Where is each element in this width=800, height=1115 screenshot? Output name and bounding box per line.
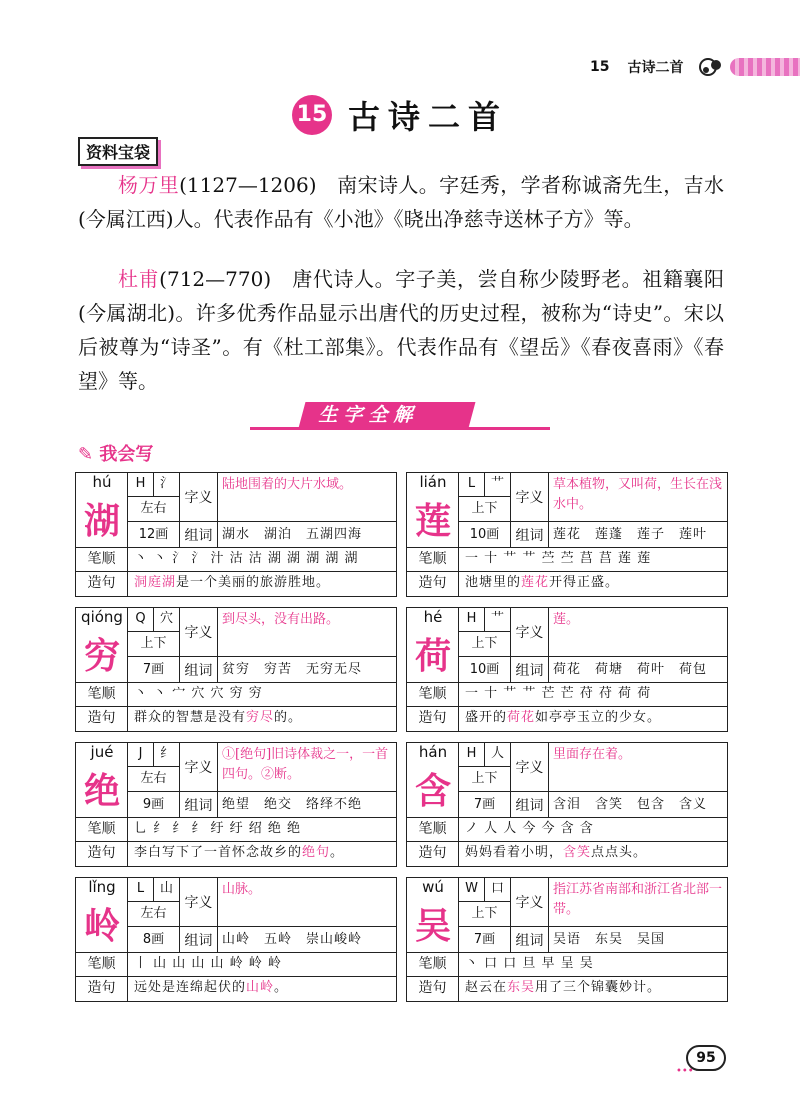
char-card [75,607,397,732]
meaning-label: 字义 [511,878,549,926]
character: 荷 [414,635,451,677]
sentence-post: 点点头。 [591,845,648,860]
bio-paragraph [78,168,724,236]
meaning-text: 莲。 [553,612,580,627]
sentence-label: 造句 [407,842,459,866]
stroke-order: 一 十 艹 艹 芒 芒 苻 苻 荷 荷 [465,686,652,701]
example-sentence [459,707,727,731]
meaning-label: 字义 [180,473,218,521]
char-cell [76,608,128,682]
meaning-text: 山脉。 [222,882,262,897]
sentence-pre: 池塘里的 [465,575,522,590]
character: 湖 [83,500,120,542]
sentence-highlight: 穷尽 [246,710,275,725]
section-title: 生字全解 [299,402,476,428]
structure: 左右 [128,902,179,927]
bio-text: (712—770) 唐代诗人。字子美，尝自称少陵野老。祖籍襄阳(今属湖北)。许多优秀作品显示出唐代的历史过程，被称为“诗史”。宋以后被尊为“诗圣”。有《杜工部集》。代表作品有《望岳》《春夜喜雨》《春望》等。 [78,267,725,393]
meaning-text: 草本植物，又叫荷，生长在浅水中。 [553,477,723,512]
initial: L [128,878,154,901]
stroke-order: 丶 口 口 旦 早 呈 吴 [465,956,594,971]
poet-name: 杨万里 [118,173,180,197]
char-card [75,742,397,867]
order-label: 笔顺 [76,818,128,841]
initial: J [128,743,154,766]
example-sentence [459,977,727,1001]
stroke-count: 7画 [142,662,165,677]
stroke-order: 丶 丶 宀 穴 穴 穷 穷 [134,686,263,701]
words-label: 组词 [180,657,218,682]
order-label: 笔顺 [76,953,128,976]
header-stripe [730,58,800,76]
sentence-label: 造句 [407,707,459,731]
bio-paragraph [78,262,724,398]
words-label: 组词 [511,927,549,952]
order-label: 笔顺 [407,818,459,841]
meaning-label: 字义 [511,608,549,656]
words-text: 莲花 莲蓬 莲子 莲叶 [553,527,708,542]
initial: H [128,473,154,496]
sentence-label: 造句 [76,572,128,596]
char-cell [407,608,459,682]
char-info [459,473,511,547]
sentence-highlight: 荷花 [507,710,536,725]
char-cell [407,473,459,547]
sentence-pre: 妈妈看着小明， [465,845,564,860]
pinyin: lǐng [88,878,116,896]
structure: 上下 [459,632,510,657]
char-card [406,472,728,597]
example-sentence [128,707,396,731]
sentence-post: 用了三个锦囊妙计。 [535,980,662,995]
page-number: 95 [686,1045,726,1071]
order-label: 笔顺 [407,953,459,976]
sentence-highlight: 绝句 [302,845,331,860]
structure: 上下 [459,767,510,792]
char-info [459,608,511,682]
stroke-order: ノ 人 人 今 今 含 含 [465,821,594,836]
example-sentence [459,572,727,596]
words-label: 组词 [511,522,549,547]
radical: 纟 [159,746,173,761]
initial: L [459,473,485,496]
meaning-label: 字义 [180,743,218,791]
radical: 人 [490,746,504,761]
example-sentence [128,977,396,1001]
char-cell [407,878,459,952]
lesson-title-text: 古诗二首 [347,98,508,136]
sentence-post: 是一个美丽的旅游胜地。 [176,575,331,590]
header-lesson-num: 15 [590,59,610,75]
stroke-order: 乚 纟 纟 纟 纡 纡 绍 绝 绝 [134,821,302,836]
words-text: 山岭 五岭 崇山峻岭 [222,932,363,947]
meaning-text: ①[绝句]旧诗体裁之一，一首四句。②断。 [222,747,389,782]
character: 穷 [83,635,120,677]
meaning-label: 字义 [511,473,549,521]
order-label: 笔顺 [407,683,459,706]
sentence-label: 造句 [76,977,128,1001]
sentence-highlight: 含笑 [563,845,592,860]
example-sentence [459,842,727,866]
char-card [75,877,397,1002]
words-label: 组词 [511,792,549,817]
char-info [128,608,180,682]
words-label: 组词 [180,792,218,817]
radical: 口 [490,881,504,896]
radical: 艹 [490,476,504,491]
sentence-post: 。 [330,845,345,860]
character: 莲 [414,500,451,542]
char-cell [76,473,128,547]
sentence-pre: 赵云在 [465,980,508,995]
pinyin: hú [92,473,112,491]
order-label: 笔顺 [76,548,128,571]
char-cell [407,743,459,817]
char-info [128,473,180,547]
sentence-post: 开得正盛。 [549,575,620,590]
words-text: 荷花 荷塘 荷叶 荷包 [553,662,708,677]
meaning-label: 字义 [180,878,218,926]
sentence-pre: 盛开的 [465,710,508,725]
pinyin: hán [418,743,448,761]
char-info [459,743,511,817]
char-cell [76,878,128,952]
poet-name: 杜甫 [118,267,160,291]
char-card [406,877,728,1002]
pencil-icon: ✎ [78,444,94,465]
meaning-text: 里面存在着。 [553,747,632,762]
char-cell [76,743,128,817]
character: 岭 [83,905,120,947]
info-badge: 资料宝袋 [78,137,158,166]
example-sentence [128,842,396,866]
stroke-count: 10画 [469,662,500,677]
words-text: 吴语 东吴 吴国 [553,932,666,947]
stroke-count: 12画 [138,527,169,542]
sentence-label: 造句 [407,977,459,1001]
example-sentence [128,572,396,596]
pinyin: qióng [81,608,123,626]
sentence-highlight: 山岭 [246,980,275,995]
pinyin: jué [90,743,114,761]
decorative-dots: ••• [676,1066,694,1077]
char-card [406,607,728,732]
character: 吴 [414,905,451,947]
meaning-text: 陆地围着的大片水域。 [222,477,353,492]
subheading [78,440,153,466]
sentence-label: 造句 [407,572,459,596]
meaning-text: 到尽头，没有出路。 [222,612,340,627]
initial: H [459,743,485,766]
radical: 艹 [490,611,504,626]
words-text: 湖水 湖泊 五湖四海 [222,527,363,542]
sentence-post: 如亭亭玉立的少女。 [535,710,662,725]
header-lesson-title: 古诗二首 [627,60,684,76]
structure: 上下 [459,497,510,522]
structure: 上下 [128,632,179,657]
swirl-icon [698,54,726,80]
words-label: 组词 [180,522,218,547]
initial: H [459,608,485,631]
words-text: 贫穷 穷苦 无穷无尽 [222,662,363,677]
sentence-pre: 远处是连绵起伏的 [134,980,247,995]
structure: 左右 [128,497,179,522]
pinyin: lián [419,473,447,491]
meaning-label: 字义 [180,608,218,656]
page-title [0,92,800,139]
sentence-post: 的。 [274,710,303,725]
sentence-label: 造句 [76,707,128,731]
radical: 穴 [159,611,173,626]
order-label: 笔顺 [407,548,459,571]
char-info [128,743,180,817]
bio-text: (1127—1206) 南宋诗人。字廷秀，学者称诚斋先生，吉水(今属江西)人。代表作品有《小池》《晓出净慈寺送林子方》等。 [78,173,724,231]
stroke-order: 一 十 艹 艹 苎 苎 莒 莒 莲 莲 [465,551,652,566]
structure: 上下 [459,902,510,927]
char-info [128,878,180,952]
words-label: 组词 [511,657,549,682]
words-text: 含泪 含笑 包含 含义 [553,797,708,812]
running-header [590,52,800,82]
subheading-text: 我会写 [99,444,154,465]
pinyin: wú [422,878,444,896]
pinyin: hé [423,608,443,626]
meaning-text: 指江苏省南部和浙江省北部一带。 [553,882,723,917]
structure: 左右 [128,767,179,792]
sentence-pre: 李白写下了一首怀念故乡的 [134,845,303,860]
order-label: 笔顺 [76,683,128,706]
words-label: 组词 [180,927,218,952]
stroke-count: 7画 [473,932,496,947]
stroke-count: 8画 [142,932,165,947]
char-info [459,878,511,952]
char-card [406,742,728,867]
stroke-order: 丨 山 山 山 山 岭 岭 岭 [134,956,282,971]
lesson-number-circle: 15 [292,95,332,135]
stroke-order: 丶 丶 氵 氵 汁 沽 沽 湖 湖 湖 湖 湖 [134,551,359,566]
radical: 氵 [159,476,173,491]
section-heading [250,400,550,432]
initial: Q [128,608,154,631]
meaning-label: 字义 [511,743,549,791]
character: 含 [414,770,451,812]
stroke-count: 9画 [142,797,165,812]
sentence-highlight: 洞庭湖 [134,575,177,590]
initial: W [459,878,485,901]
stroke-count: 7画 [473,797,496,812]
stroke-count: 10画 [469,527,500,542]
character: 绝 [83,770,120,812]
radical: 山 [159,881,173,896]
words-text: 绝望 绝交 络绎不绝 [222,797,363,812]
sentence-pre: 群众的智慧是没有 [134,710,247,725]
sentence-highlight: 东吴 [507,980,536,995]
sentence-label: 造句 [76,842,128,866]
char-card [75,472,397,597]
sentence-highlight: 莲花 [521,575,550,590]
sentence-post: 。 [274,980,289,995]
